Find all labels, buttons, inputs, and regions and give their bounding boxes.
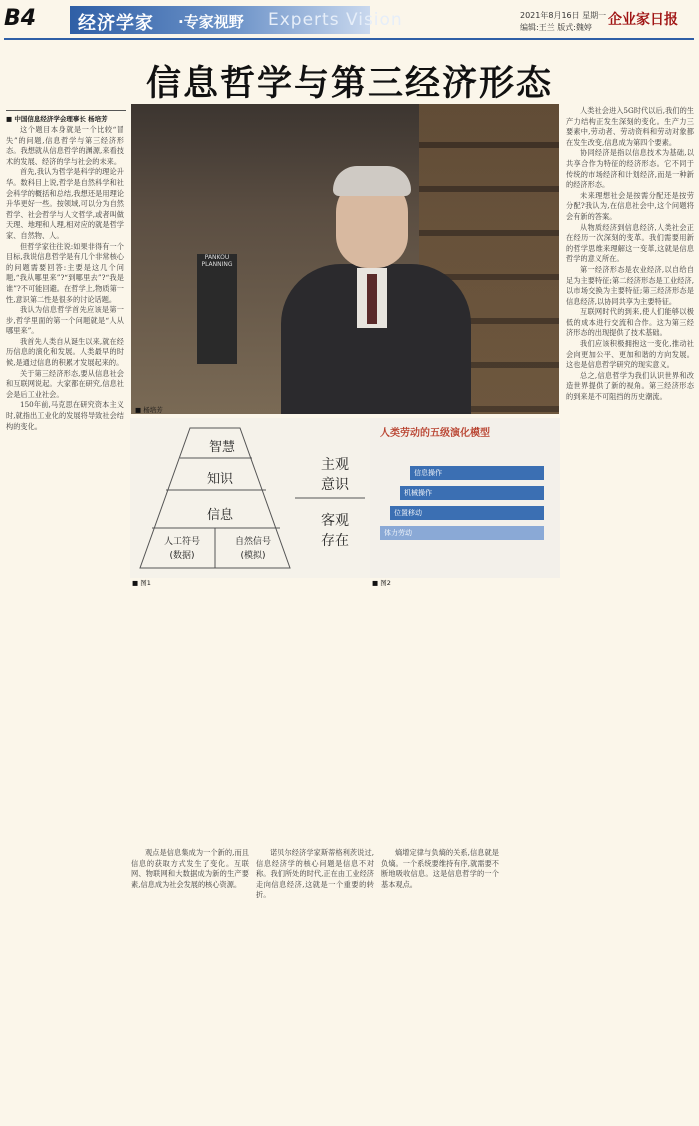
text-column-1 [6, 125, 124, 1120]
paragraph: 总之,信息哲学为我们认识世界和改造世界提供了新的视角。第三经济形态的到来是不可阻挡的历史潮流。 [566, 370, 694, 402]
byline: ■ 中国信息经济学会理事长 杨培芳 [6, 110, 126, 123]
figure2-caption: ■ 图2 [372, 579, 391, 587]
paragraph: 这个题目本身就是一个比较“冒失”的问题,信息哲学与第三经济形态。我想就从信息哲学的渊源,来看技术的发展、经济的学与社会的未来。 [6, 125, 124, 166]
background-poster [197, 254, 237, 364]
paragraph: 互联网时代的到来,使人们能够以极低的成本进行交流和合作。这为第三经济形态的出现提供了技术基础。 [566, 307, 694, 338]
objective-label: 客观 [321, 513, 349, 529]
step-position-move: 位置移动 [390, 506, 544, 520]
subjective-label: 主观 [321, 457, 349, 473]
person-tie [367, 274, 377, 324]
data-sub: (数据) [169, 551, 195, 561]
paragraph: 我认为信息哲学首先应该是第一步,哲学里面的第一个问题就是“人从哪里来”。 [6, 305, 124, 336]
level-information: 信息 [206, 508, 233, 523]
page-number: B4 [4, 6, 37, 31]
step-physical-labor: 体力劳动 [380, 526, 544, 540]
text-column-2 [131, 848, 249, 1120]
person-hair [333, 166, 411, 196]
author-photo [131, 104, 559, 414]
level-knowledge: 知识 [206, 472, 233, 487]
column-name: ·专家视野 [178, 13, 244, 31]
column-name-en: Experts Vision [268, 10, 403, 30]
paragraph: 首先,我认为哲学是科学的理论升华。数科目上说,哲学是自然科学和社会科学的概括和总结,我想还是用理论升华更好一些。按领域,可以分为自然哲学、社会哲学与人文哲学,或者叫做天理、地理和人理,相对应的就是哲学家、自然物、人。 [6, 167, 124, 240]
data-label: 人工符号 [163, 537, 200, 547]
figure-labor-evolution [370, 418, 560, 578]
consciousness-label: 意识 [321, 477, 349, 493]
step-mechanical-ops: 机械操作 [400, 486, 544, 500]
figure1-caption: ■ 图1 [132, 579, 151, 587]
section-brand: 经济学家 [78, 13, 154, 34]
photo-caption: ■ 杨培芳 [135, 406, 163, 414]
paragraph: 从物质经济到信息经济,人类社会正在经历一次深刻的变革。我们需要用新的哲学思维来理解这一变革,这就是信息哲学的意义所在。 [566, 222, 694, 264]
paragraph: 观点是信息集成为一个新的,而且信息的获取方式发生了变化。互联网、物联网和大数据成为新的生产要素,信息成为社会发展的核心资源。 [131, 848, 249, 889]
paragraph: 未来理想社会是按需分配还是按劳分配?我认为,在信息社会中,这个问题将会有新的答案。 [566, 190, 694, 221]
article-title: 信息哲学与第三经济形态 [145, 63, 553, 104]
paragraph: 关于第三经济形态,要从信息社会和互联网说起。大家都在研究,信息社会是后工业社会。 [6, 368, 124, 399]
text-column-3 [256, 848, 374, 1120]
paragraph: 诺贝尔经济学家斯蒂格利茨说过,信息经济学的核心问题是信息不对称。我们所处的时代,正在由工业经济走向信息经济,这就是一个重要的转折。 [256, 848, 374, 900]
paragraph: 150年前,马克思在研究资本主义时,就指出工业化的发展将导致社会结构的变化。 [6, 400, 124, 431]
step-info-ops: 信息操作 [410, 466, 544, 480]
signal-sub: (模拟) [240, 551, 266, 561]
figure-information-pyramid [130, 418, 370, 578]
text-column-4 [381, 848, 499, 1120]
signal-label: 自然信号 [234, 537, 271, 547]
paragraph: 熵增定律与负熵的关系,信息就是负熵。一个系统要维持有序,就需要不断地吸收信息。这是信息哲学的一个基本观点。 [381, 848, 499, 889]
paragraph: 第一经济形态是农业经济,以自给自足为主要特征;第二经济形态是工业经济,以市场交换为主要特征;第三经济形态是信息经济,以协同共享为主要特征。 [566, 264, 694, 306]
issue-date: 2021年8月16日 星期一 [520, 11, 607, 20]
fig2-title: 人类劳动的五级演化模型 [380, 428, 490, 439]
paragraph: 人类社会进入5G时代以后,我们的生产力结构正发生深刻的变化。生产力三要素中,劳动者、劳动资料和劳动对象都在发生改变,信息成为第四个要素。 [566, 106, 694, 147]
level-wisdom: 智慧 [208, 440, 235, 455]
editor-credit: 编辑:王兰 版式:魏婷 [520, 23, 592, 32]
existence-label: 存在 [321, 533, 349, 549]
paragraph: 但哲学家往往说:如果非得有一个目标,我说信息哲学是有几个非常核心的问题需要回答:主要是这几个问题,“我从哪里来”?“到哪里去”?“我是谁”?不可能回避。在哲学上,物质第一性,意识第二性是很多的讨论话题。 [6, 241, 124, 304]
header-rule [4, 38, 694, 40]
text-column-6 [566, 106, 694, 1120]
newspaper-logo: 企业家日报 [608, 12, 678, 28]
paragraph: 我们应该积极拥抱这一变化,推动社会向更加公平、更加和谐的方向发展。这也是信息哲学研究的现实意义。 [566, 339, 694, 370]
paragraph: 协同经济是指以信息技术为基础,以共享合作为特征的经济形态。它不同于传统的市场经济和计划经济,而是一种新的经济形态。 [566, 148, 694, 190]
paragraph: 我首先人类自从诞生以来,就在经历信息的演化和发展。人类最早的时候,是通过信息的积累才发展起来的。 [6, 336, 124, 368]
poster-text: PANKOU PLANNING [201, 254, 233, 268]
